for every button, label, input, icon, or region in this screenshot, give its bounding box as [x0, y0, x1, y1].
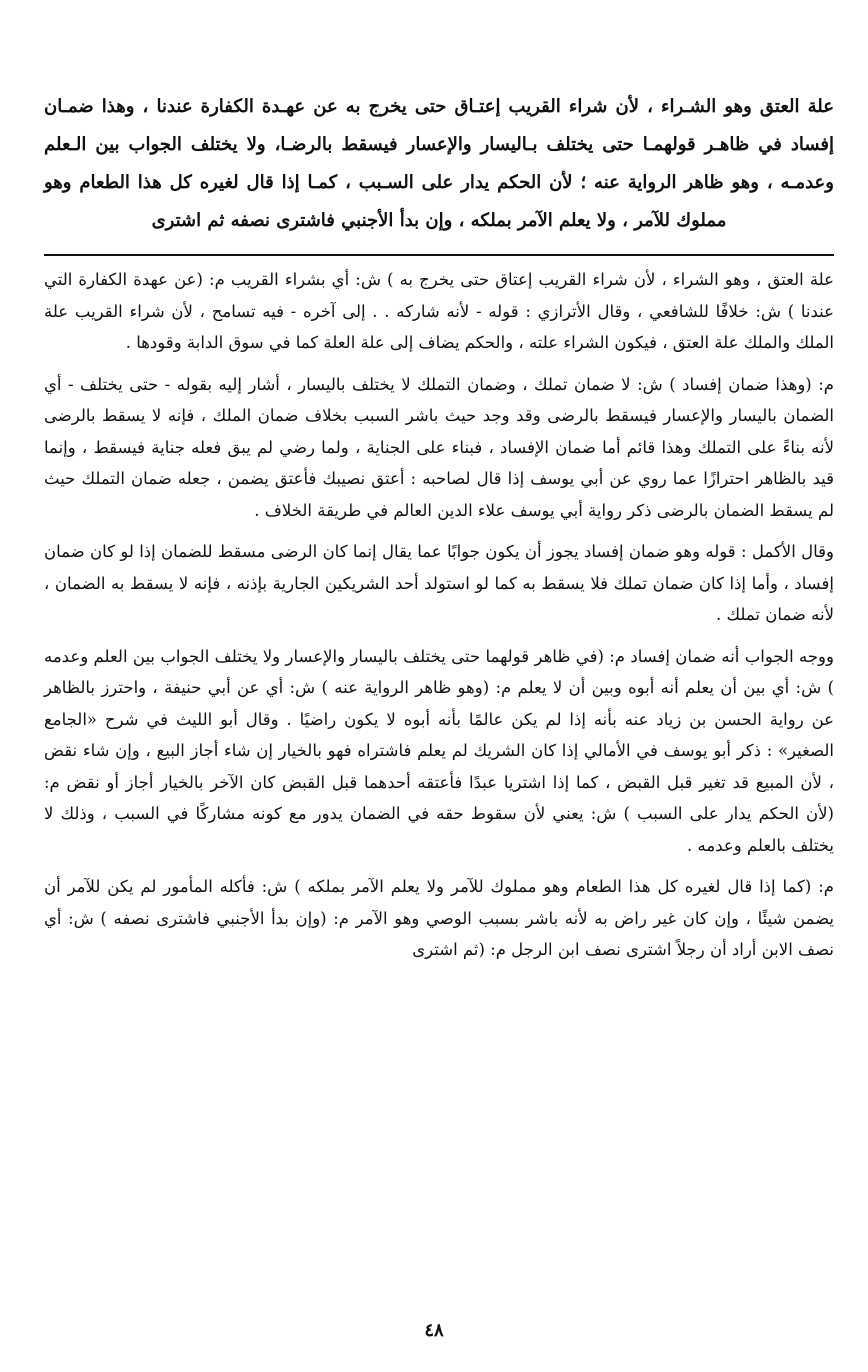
commentary-paragraph: علة العتق ، وهو الشراء ، لأن شراء القريب إعتاق حتى يخرج به ) ش: أي بشراء القريب م: (عن عهدة الكفارة التي عندنا ) ش: خلافًا للشافعي ، وقال الأترازي : قوله - لأنه شاركه . . إلى آخره - فيه تسامح ، لأن شراء القريب علة الملك والملك علة العتق ، فيكون الشراء علته ، والحكم يضاف إلى علة العلة كما في سوق الدابة وقودها . — [44, 270, 834, 352]
book-page — [44, 88, 834, 976]
page-number: ٤٨ — [424, 1320, 444, 1341]
commentary-paragraph: وقال الأكمل : قوله وهو ضمان إفساد يجوز أن يكون جوابًا عما يقال إنما كان الرضى مسقط للضمان إذا لو كان ضمان إفساد ، وأما إذا كان ضمان تملك فلا يسقط به كما لو استولد أحد الشريكين الجارية بإذنه ، فإنه لا يسقط به الضمان ، لأنه ضمان تملك . — [44, 542, 835, 624]
separator-line — [44, 254, 834, 256]
main-text: علة العتق وهو الشـراء ، لأن شراء القريب إعتـاق حتى يخرج به عن عهـدة الكفارة عندنا ، وهذا ضمـان إفساد في ظاهـر قولهمـا حتى يختلف بـاليسار والإعسار فيسقط بالرضـا، ولا يختلف الجواب بين الـعلم وعدمـه ، وهو ظاهر الرواية عنه ؛ لأن الحكم يدار على السـبب ، كمـا إذا قال لغيره كل هذا الطعام وهو مملوك للآمر ، ولا يعلم الآمر بملكه ، وإن بدأ الأجنبي فاشترى نصفه ثم اشترى — [44, 96, 834, 231]
commentary — [44, 264, 834, 966]
commentary-paragraph: م: (كما إذا قال لغيره كل هذا الطعام وهو مملوك للآمر ولا يعلم الآمر بملكه ) ش: فأكله المأمور لم يكن للآمر أن يضمن شيئًا ، وإن كان غير راض به لأنه باشر بسبب الوصي وهو الآمر م: (وإن بدأ الأجنبي فاشترى نصفه ) ش: أي نصف الابن أراد أن رجلاً اشترى نصف ابن الرجل م: (ثم اشترى — [44, 877, 834, 959]
commentary-paragraph: م: (وهذا ضمان إفساد ) ش: لا ضمان تملك ، وضمان التملك لا يختلف باليسار ، أشار إليه بقوله - حتى يختلف - أي الضمان باليسار والإعسار فيسقط بالرضى وقد وجد حيث باشر السبب بخلاف ضمان الملك ، فإنه لا يسقط بالرضى لأنه بناءً على التملك وهذا قائم أما ضمان الإفساد ، فبناء على الجناية ، ولما رضي لم يبق فعله جناية فيسقط ، وإنما قيد بالظاهر احترازًا عما روي عن أبي يوسف إذا قال لصاحبه : أعتق نصيبك فأعتق يضمن ، جعله ضمان التملك حيث لم يسقط الضمان بالرضى ذكر رواية أبي يوسف علاء الدين العالم في طريقة الخلاف . — [44, 374, 834, 520]
commentary-paragraph: ووجه الجواب أنه ضمان إفساد م: (في ظاهر قولهما حتى يختلف باليسار والإعسار ولا يختلف الجواب بين العلم وعدمه ) ش: أي بين أن يعلم أنه أبوه وبين أن لا يعلم م: (وهو ظاهر الرواية عنه ) ش: أي عن أبي حنيفة ، واحترز بالظاهر عن رواية الحسن بن زياد عنه بأنه إذا لم يكن عالمًا بأنه أبوه لا يكون راضيًا . وقال أبو الليث في شرح «الجامع الصغير» : ذكر أبو يوسف في الأمالي إذا كان الشريك لم يعلم فاشتراه فهو بالخيار إن شاء أجاز البيع ، وإن شاء نقض ، لأن المبيع قد تغير قبل القبض ، كما إذا اشتريا عبدًا فأعتقه أحدهما قبل القبض كان الآخر بالخيار أجاز أو نقض م: (لأن الحكم يدار على السبب ) ش: يعني لأن سقوط حقه في الضمان يدور مع كونه مشاركًا في السبب ، وذلك لا يختلف بالعلم وعدمه . — [44, 646, 834, 855]
